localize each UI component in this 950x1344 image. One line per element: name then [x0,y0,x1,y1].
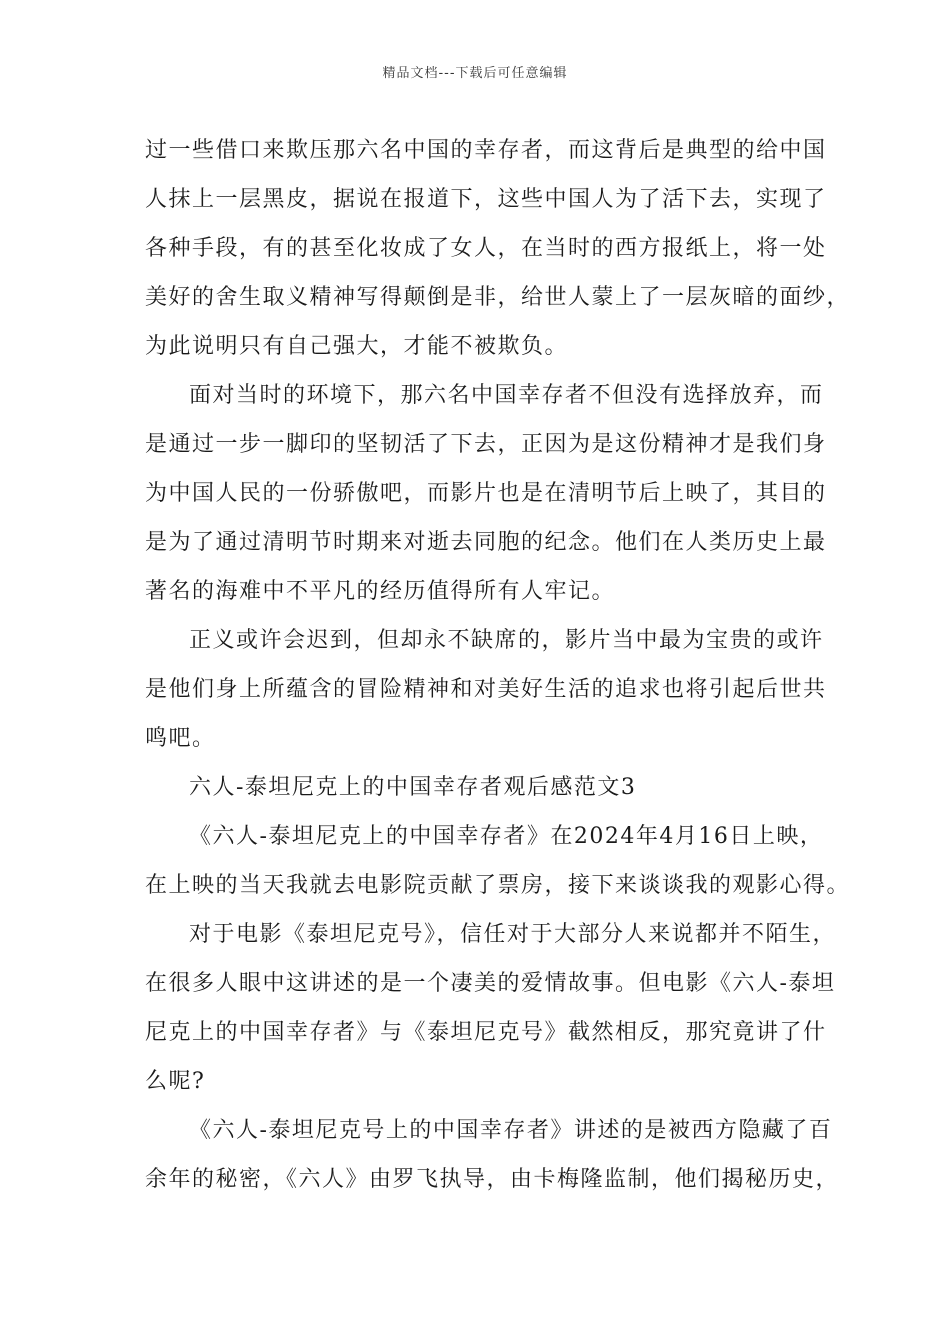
text-line: 尼克上的中国幸存者》与《泰坦尼克号》截然相反，那究竟讲了什 [145,1020,827,1045]
text-line: 是通过一步一脚印的坚韧活了下去，正因为是这份精神才是我们身 [145,432,827,457]
paragraph-start-line: 《六人-泰坦尼克上的中国幸存者》在2024年4月16日上映， [189,824,824,849]
text-line: 余年的秘密，《六人》由罗飞执导，由卡梅隆监制，他们揭秘历史， [145,1167,840,1192]
text-line: 在上映的当天我就去电影院贡献了票房，接下来谈谈我的观影心得。 [145,873,851,898]
text-line: 为中国人民的一份骄傲吧，而影片也是在清明节后上映了，其目的 [145,481,827,506]
paragraph-start-line: 对于电影《泰坦尼克号》，信任对于大部分人来说都并不陌生， [189,922,837,947]
paragraph-start-line: 《六人-泰坦尼克号上的中国幸存者》讲述的是被西方隐藏了百 [189,1118,833,1143]
page-header: 精品文档---下载后可任意编辑 [382,66,568,81]
text-line: 在很多人眼中这讲述的是一个凄美的爱情故事。但电影《六人-泰坦 [145,971,836,996]
text-line: 是他们身上所蕴含的冒险精神和对美好生活的追求也将引起后世共 [145,677,827,702]
text-line: 过一些借口来欺压那六名中国的幸存者，而这背后是典型的给中国 [145,138,827,163]
document-body [145,126,851,1204]
text-line: 人抹上一层黑皮，据说在报道下，这些中国人为了活下去，实现了 [145,187,827,212]
text-line: 各种手段，有的甚至化妆成了女人，在当时的西方报纸上，将一处 [145,236,827,261]
paragraph-start-line: 正义或许会迟到，但却永不缺席的，影片当中最为宝贵的或许 [189,628,824,653]
text-line: 著名的海难中不平凡的经历值得所有人牢记。 [145,579,616,604]
text-line: 鸣吧。 [145,726,216,751]
text-line: 美好的舍生取义精神写得颠倒是非，给世人蒙上了一层灰暗的面纱， [145,285,851,310]
section-heading: 六人-泰坦尼克上的中国幸存者观后感范文3 [189,775,637,800]
paragraph-start-line: 面对当时的环境下，那六名中国幸存者不但没有选择放弃，而 [189,383,824,408]
text-line: 么呢? [145,1069,206,1094]
text-line: 是为了通过清明节时期来对逝去同胞的纪念。他们在人类历史上最 [145,530,827,555]
text-line: 为此说明只有自己强大，才能不被欺负。 [145,334,569,359]
